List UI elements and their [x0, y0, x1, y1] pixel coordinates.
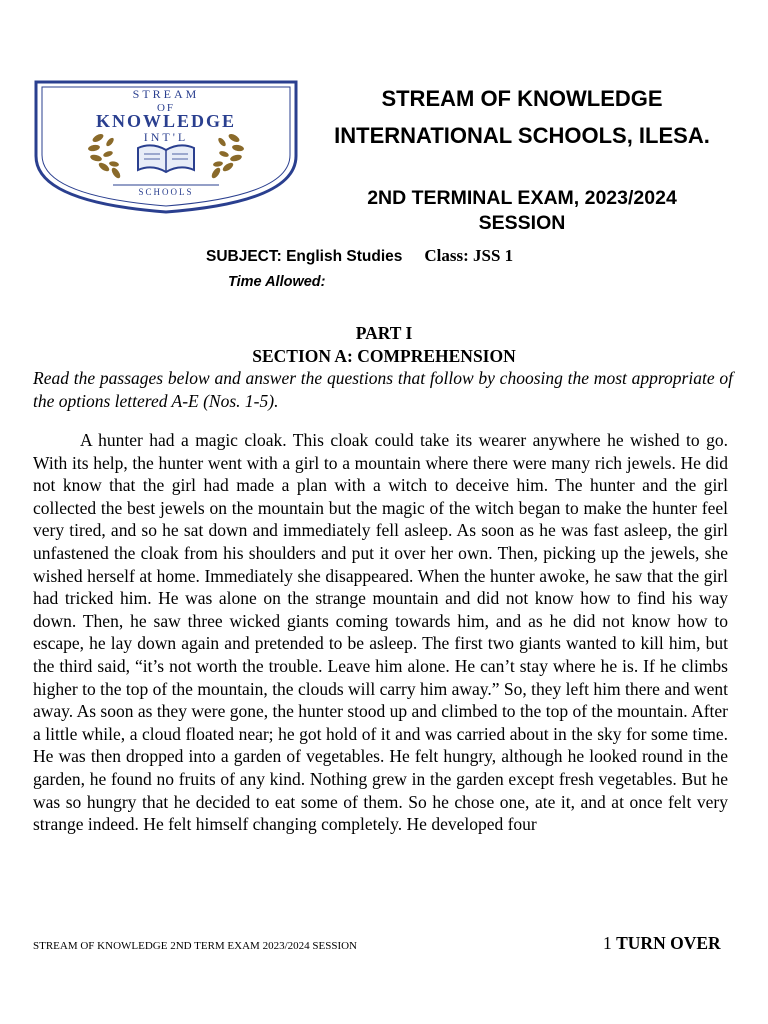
logo-main-text: KNOWLEDGE [95, 111, 237, 131]
logo-intl-text: INT'L [143, 130, 189, 144]
section-heading: SECTION A: COMPREHENSION [252, 346, 516, 366]
logo-of-text: OF [156, 102, 176, 114]
turn-over-label: TURN OVER [616, 933, 721, 953]
page-number: 1 [603, 933, 612, 953]
comprehension-passage: A hunter had a magic cloak. This cloak could take its wearer anywhere he wished to go. With its help, the hunter went with a girl to a mountain where there were many rich jewels. He did not know that the girl had made a plan with a witch to deceive him. The hunter and the girl collected the best jewels on the mountain but the magic of the witch began to make the hunter feel very tired, and so he sat down and immediately fell asleep. As soon as he was fast asleep, the girl unfastened the cloak from his shoulders and put it over her own. Then, picking up the jewels, she wished herself at home. Immediately she disappeared. When the hunter awoke, he saw that the girl had tricked him. He was alone on the strange mountain and did not know how to find his way down. Then, he saw three wicked giants coming towards him, and as he did not know how to escape, he lay down again and pretended to be asleep. The first two giants wanted to kill him, but the third said, “it’s not worth the trouble. Leave him alone. He can’t stay where he is. If he climbs higher to the top of the mountain, the clouds will carry him away.” So, they left him there and went away. As soon as they were gone, the hunter stood up and climbed to the top of the mountain. After a little while, a cloud floated near; he got hold of it and was carried about in the sky for some time. He was then dropped into a garden of vegetables. He felt hungry, although he looked round in the garden, he found no fruits of any kind. Nothing grew in the garden except fresh vegetables. But he was so hungry that he decided to eat some of them. So he chose one, ate it, and at once felt very strange indeed. He felt himself changing completely. He developed four [33, 430, 728, 835]
subject-label: SUBJECT: English Studies [206, 248, 403, 265]
class-label: Class: JSS 1 [424, 246, 514, 265]
school-logo [28, 78, 304, 214]
footer-text: STREAM OF KNOWLEDGE 2ND TERM EXAM 2023/2024 SESSION [33, 940, 358, 952]
school-name: STREAM OF KNOWLEDGE [381, 86, 663, 111]
book-icon [138, 145, 194, 172]
exam-title: 2ND TERMINAL EXAM, 2023/2024 SESSION [367, 187, 677, 234]
time-allowed-label: Time Allowed: [228, 274, 326, 290]
part-heading: PART I [355, 323, 413, 343]
logo-top-text: STREAM [132, 87, 200, 101]
footer-page-info [603, 933, 721, 954]
instructions: Read the passages below and answer the questions that follow by choosing the most appropriate of the options lettered A-E (Nos. 1-5). [33, 368, 733, 411]
school-name-continued: INTERNATIONAL SCHOOLS, ILESA. [334, 123, 710, 148]
subject-class-line [206, 246, 513, 267]
logo-bottom-text: SCHOOLS [138, 187, 194, 197]
